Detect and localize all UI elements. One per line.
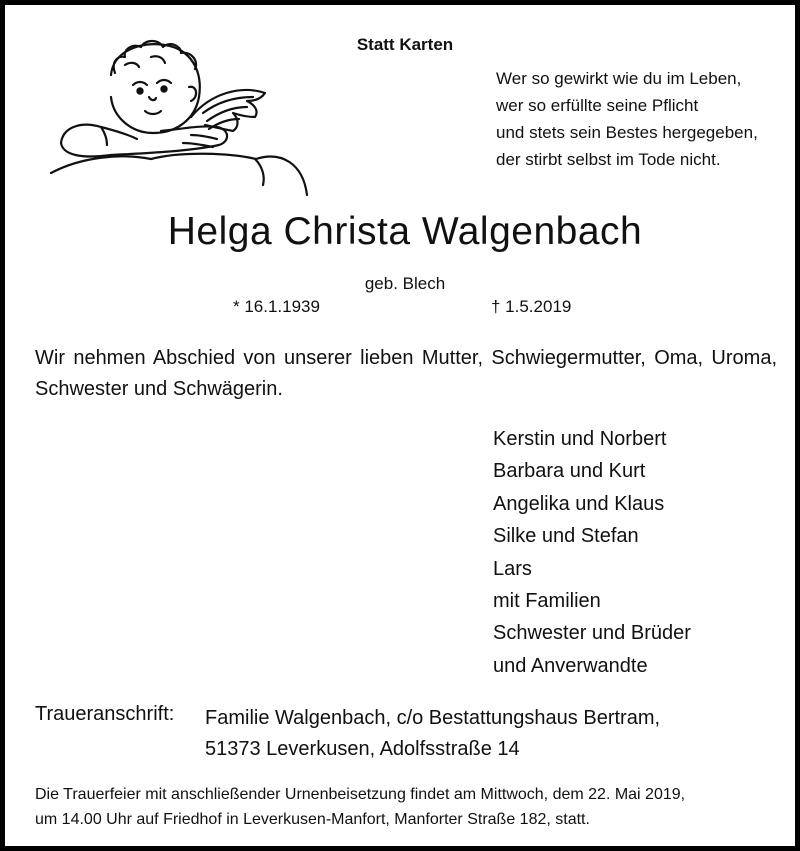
deceased-name: Helga Christa Walgenbach <box>167 210 643 253</box>
farewell-text: Wir nehmen Abschied von unserer lieben Mutter, Schwiegermutter, Oma, Uroma, Schwester und Schwägerin. <box>35 347 777 400</box>
mourner-item: mit Familien <box>493 590 601 613</box>
mourning-address <box>205 703 660 765</box>
mourner-item: Kerstin und Norbert <box>493 428 667 450</box>
mourner-item: Barbara und Kurt <box>493 460 646 483</box>
mourner-item: Lars <box>493 557 532 580</box>
ceremony-info <box>35 782 783 832</box>
ceremony-line: Die Trauerfeier mit anschließender Urnenbeisetzung findet am Mittwoch, dem 22. Mai 2019, <box>35 786 686 803</box>
poem-line: wer so erfüllte seine Pflicht <box>496 96 699 115</box>
poem-line: Wer so gewirkt wie du im Leben, <box>496 69 742 88</box>
mourner-item: Silke und Stefan <box>493 525 639 548</box>
mourning-address-label: Traueranschrift: <box>35 703 175 725</box>
mourners-list <box>493 423 691 682</box>
mourner-item: Angelika und Klaus <box>493 492 665 515</box>
mourner-item: und Anverwandte <box>493 654 648 677</box>
ceremony-line: um 14.00 Uhr auf Friedhof in Leverkusen-Manfort, Manforter Straße 182, statt. <box>35 811 590 828</box>
address-line: Familie Walgenbach, c/o Bestattungshaus Bertram, <box>205 707 661 729</box>
poem-line: der stirbt selbst im Tode nicht. <box>496 150 721 169</box>
poem-line: und stets sein Bestes hergegeben, <box>496 123 758 142</box>
poem <box>496 65 758 173</box>
angel-illustration <box>41 35 313 203</box>
mourner-item: Schwester und Brüder <box>493 622 691 645</box>
address-line: 51373 Leverkusen, Adolfsstraße 14 <box>205 738 520 760</box>
birth-date: * 16.1.1939 <box>233 297 320 316</box>
death-date: † 1.5.2019 <box>491 297 572 316</box>
headline: Statt Karten <box>356 35 454 54</box>
maiden-name: geb. Blech <box>364 274 446 293</box>
